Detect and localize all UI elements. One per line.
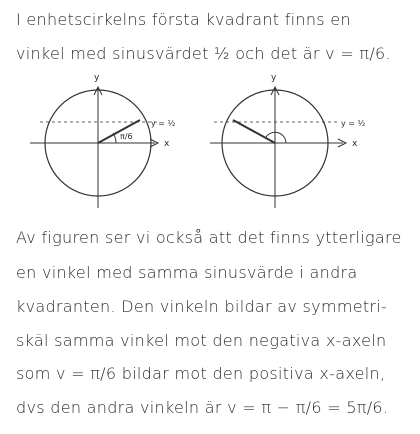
paragraph-1-line-2: vinkel med sinusvärdet ½ och det är v = π/6. xyxy=(16,44,391,63)
figure-2-line-label: y = ½ xyxy=(341,119,366,128)
paragraph-2-line-1: Av figuren ser vi också att det finns ytterligare xyxy=(16,228,402,247)
paragraph-2-line-4: skäl samma vinkel mot den negativa x-axeln xyxy=(16,331,387,350)
figure-1-y-label: y xyxy=(94,73,100,83)
figure-1 xyxy=(30,87,158,208)
figure-2-x-label: x xyxy=(352,139,358,149)
figure-1-angle-ray xyxy=(98,120,140,143)
figure-2-angle-ray xyxy=(233,120,275,143)
paragraph-1-line-1: I enhetscirkelns första kvadrant finns en xyxy=(16,10,351,29)
figure-2 xyxy=(210,87,346,208)
paragraph-2-line-2: en vinkel med samma sinusvärde i andra xyxy=(16,263,358,282)
figure-1-angle-label: π/6 xyxy=(120,132,133,141)
figure-1-line-label: y = ½ xyxy=(151,119,176,128)
figure-2-angle-arc xyxy=(266,132,286,143)
figure-1-x-label: x xyxy=(164,139,170,149)
paragraph-2-line-3: kvadranten. Den vinkeln bildar av symmetri- xyxy=(16,297,388,316)
figure-2-y-label: y xyxy=(271,73,277,83)
paragraph-2-line-5: som v = π/6 bildar mot den positiva x-axeln, xyxy=(16,364,386,383)
paragraph-2-line-6: dvs den andra vinkeln är v = π − π/6 = 5π/6. xyxy=(16,398,389,417)
